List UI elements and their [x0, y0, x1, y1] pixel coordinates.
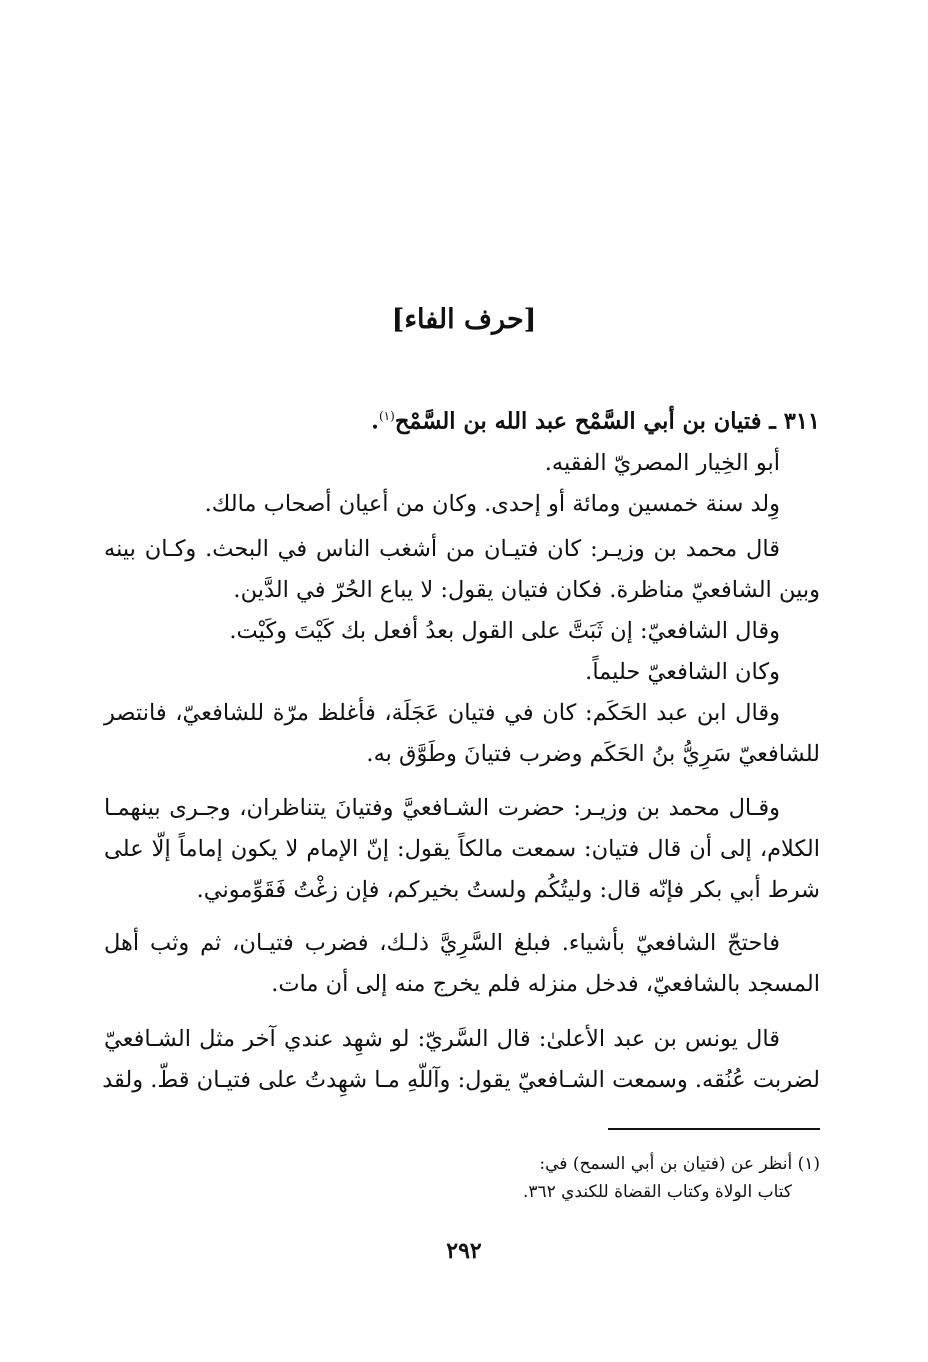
paragraph-line: قال محمد بن وزيـر: كان فتيـان من أشغب الناس في البحث. وكـان بينه: [104, 536, 780, 562]
paragraph-line: للشافعيّ سَرِيُّ بنُ الحَكَم وضرب فتيانَ وطَوَّق به.: [366, 741, 820, 767]
footnote-separator: [608, 1128, 820, 1130]
section-title: [حرف الفاء]: [391, 304, 537, 335]
footnote-reference[interactable]: (١): [378, 409, 395, 423]
paragraph-line: المسجد بالشافعيّ، فدخل منزله فلم يخرج منه إلى أن مات.: [271, 971, 820, 997]
paragraph-line: قال يونس بن عبد الأعلىٰ: قال السَّريّ: لو شهِد عندي آخر مثل الشـافعيّ: [104, 1026, 780, 1052]
footnote-line: كتاب الولاة وكتاب القضاة للكندي ٣٦٢.: [522, 1182, 792, 1202]
paragraph-2: [104, 788, 820, 911]
footnotes: [104, 1150, 820, 1206]
paragraph-line: فاحتجّ الشافعيّ بأشياء. فبلغ السَّرِيَّ ذلـك، فضرب فتيـان، ثم وثب أهل: [104, 930, 780, 956]
paragraph-3: [104, 923, 820, 1005]
paragraph-line: لضربت عُنُقه. وسمعت الشـافعيّ يقول: وآللّهِ مـا شهِدتُ على فتيـان قطّ. ولقد: [102, 1067, 820, 1093]
paragraph-1: [104, 529, 820, 775]
entry-line: وِلد سنة خمسين ومائة أو إحدى. وكان من أعيان أصحاب مالك.: [204, 490, 780, 517]
paragraph-line: وبين الشافعيّ مناظرة. فكان فتيان يقول: لا يباع الحُرّ في الدَّين.: [233, 577, 820, 603]
paragraph-line: شرط أبي بكر فإنّه قال: وليتُكُم ولستُ بخيركم، فإن زغْتُ فَقَوِّموني.: [196, 877, 820, 903]
entry-line: أبو الخِيار المصريّ الفقيه.: [544, 449, 780, 476]
paragraph-line: الكلام، إلى أن قال فتيان: سمعت مالكاً يقول: إنّ الإمام لا يكون إماماً إلّا على: [104, 836, 820, 862]
footnote-line: (١) أنظر عن (فتيان بن أبي السمح) في:: [539, 1154, 820, 1174]
entry-heading: [104, 396, 820, 443]
paragraph-line: وقـال محمد بن وزيـر: حضرت الشـافعيَّ وفتيانَ يتناظران، وجـرى بينهمـا: [104, 795, 780, 821]
paragraph-line: وقال ابن عبد الحَكَم: كان في فتيان عَجَلَة، فأغلظ مرّة للشافعيّ، فانتصر: [104, 700, 780, 726]
paragraph-line: وقال الشافعيّ: إن ثَبَتَّ على القول بعدُ أفعل بك كَيْتَ وكَيْت.: [229, 618, 780, 644]
entry-block: [104, 396, 820, 525]
page-number: ٢٩٢: [446, 1238, 482, 1264]
paragraph-4: [104, 1019, 820, 1101]
paragraph-line: وكان الشافعيّ حليماً.: [585, 659, 780, 685]
entry-heading-end: .: [371, 408, 379, 435]
entry-heading-text: ٣١١ ـ فتيان بن أبي السَّمْح عبد الله بن السَّمْح: [394, 408, 820, 435]
